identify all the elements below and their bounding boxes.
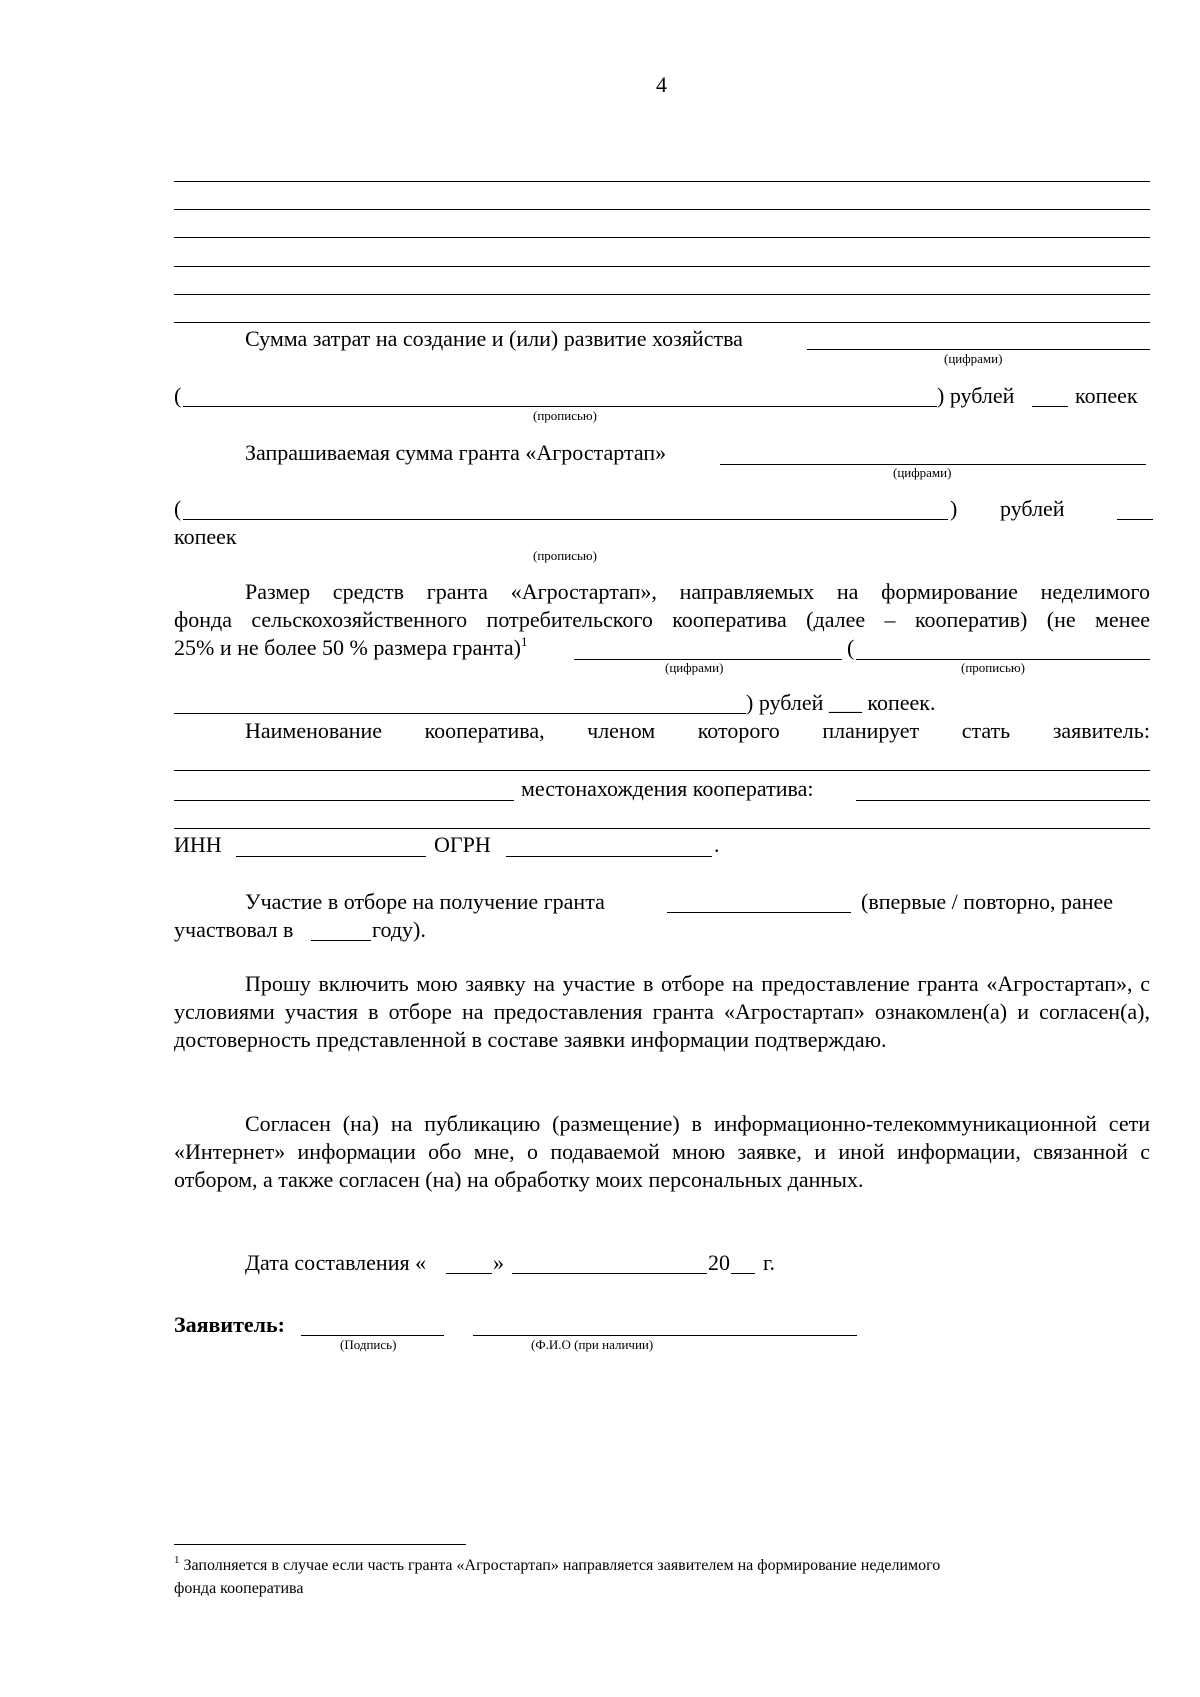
- fund-words-caption: (прописью): [961, 660, 1025, 675]
- signature-caption: (Подпись): [340, 1337, 397, 1352]
- footnote-text-line1: $^1$ Заполняется в случае если часть гранта «Агростартап» направляется заявителем на формирование неделимого: [174, 1554, 941, 1574]
- blank-line-3[interactable]: [174, 237, 1150, 238]
- fund-text-line2: фонда сельскохозяйственного потребительского кооператива (далее – кооператив) (не менее: [174, 607, 1150, 632]
- request-paragraph: Прошу включить мою заявку на участие в отборе на предоставление гранта «Агростартап», с условиями участия в отборе на предоставления гранта «Агростартап» ознакомлен(а) и согласен(а), достоверность представленной в составе заявки информации подтверждаю.: [174, 971, 1150, 1052]
- participation-year-field[interactable]: [311, 940, 371, 941]
- applicant-label: Заявитель:: [174, 1312, 285, 1337]
- footnote-text-line2: фонда кооператива: [174, 1580, 304, 1597]
- blank-line-6[interactable]: [174, 322, 1150, 323]
- footnote-reference[interactable]: 1: [521, 634, 528, 649]
- costs-kopecks-label: копеек: [1075, 383, 1138, 408]
- date-label: Дата составления «: [245, 1250, 427, 1275]
- costs-open-paren: (: [174, 383, 182, 408]
- fund-open-paren: (: [847, 635, 855, 660]
- blank-line-4[interactable]: [174, 266, 1150, 267]
- ogrn-label: ОГРН: [434, 832, 491, 857]
- fund-text-line3: 25% и не более 50 % размера гранта)$^1$: [174, 634, 528, 660]
- full-name-caption: (Ф.И.О (при наличии): [531, 1337, 654, 1352]
- participation-status-field[interactable]: [667, 912, 851, 913]
- date-year-field[interactable]: [731, 1273, 755, 1274]
- requested-digits-caption: (цифрами): [893, 465, 952, 480]
- date-day-field[interactable]: [446, 1273, 492, 1274]
- participation-before: Участие в отборе на получение гранта: [245, 889, 605, 914]
- costs-digits-caption: (цифрами): [944, 351, 1003, 366]
- requested-rubles-label: рублей: [1000, 496, 1065, 521]
- costs-close-rubles: ) рублей: [937, 383, 1015, 408]
- participation-after: (впервые / повторно, ранее: [861, 889, 1114, 914]
- date-year-suffix: г.: [763, 1250, 776, 1275]
- signature-field[interactable]: [301, 1335, 444, 1336]
- requested-kopecks-field[interactable]: [1117, 519, 1153, 520]
- costs-kopecks-field[interactable]: [1032, 406, 1068, 407]
- coop-name-field-2[interactable]: [174, 800, 514, 801]
- date-month-field[interactable]: [512, 1273, 707, 1274]
- footnote-separator: [174, 1544, 466, 1545]
- requested-close-paren: ): [950, 496, 958, 521]
- blank-line-1[interactable]: [174, 181, 1150, 182]
- costs-words-field[interactable]: [183, 406, 937, 407]
- participation-line2-end: году).: [372, 917, 426, 942]
- consent-paragraph: Согласен (на) на публикацию (размещение) в информационно-телекоммуникационной сети «Интернет» информации обо мне, о подаваемой мною заявке, и иной информации, связанной с отбором, а также согласен (на) на обработку моих персональных данных.: [174, 1111, 1150, 1192]
- coop-name-field-1[interactable]: [174, 770, 1150, 771]
- fund-words-field-2[interactable]: [174, 713, 746, 714]
- costs-words-caption: (прописью): [533, 408, 597, 423]
- fund-text-line1: Размер средств гранта «Агростартап», направляемых на формирование неделимого: [245, 579, 1150, 604]
- inn-field[interactable]: [236, 856, 426, 857]
- requested-open-paren: (: [174, 496, 182, 521]
- footnote-mark: 1: [174, 1554, 180, 1566]
- inn-label: ИНН: [174, 832, 222, 857]
- date-year-prefix: 20: [708, 1250, 730, 1275]
- full-name-field[interactable]: [473, 1335, 857, 1336]
- costs-label: Сумма затрат на создание и (или) развитие хозяйства: [245, 326, 743, 351]
- fund-rubles-kopecks: ) рублей ___ копеек.: [746, 690, 936, 715]
- blank-line-5[interactable]: [174, 294, 1150, 295]
- date-close-quote: »: [493, 1250, 504, 1275]
- ogrn-field[interactable]: [506, 856, 712, 857]
- participation-line2-start: участвовал в: [174, 917, 294, 942]
- requested-kopecks-label: копеек: [174, 524, 237, 549]
- ogrn-period: .: [714, 832, 720, 857]
- page-number: 4: [656, 72, 667, 97]
- costs-digits-field[interactable]: [807, 349, 1150, 350]
- requested-words-field[interactable]: [183, 519, 948, 520]
- coop-name-label: Наименование кооператива, членом которого планирует стать заявитель:: [245, 718, 1150, 743]
- requested-words-caption: (прописью): [533, 548, 597, 563]
- coop-location-label: местонахождения кооператива:: [521, 776, 814, 801]
- requested-label: Запрашиваемая сумма гранта «Агростартап»: [245, 440, 667, 465]
- coop-location-field-2[interactable]: [174, 828, 1150, 829]
- fund-digits-caption: (цифрами): [665, 660, 724, 675]
- blank-line-2[interactable]: [174, 209, 1150, 210]
- coop-location-field-1[interactable]: [856, 800, 1150, 801]
